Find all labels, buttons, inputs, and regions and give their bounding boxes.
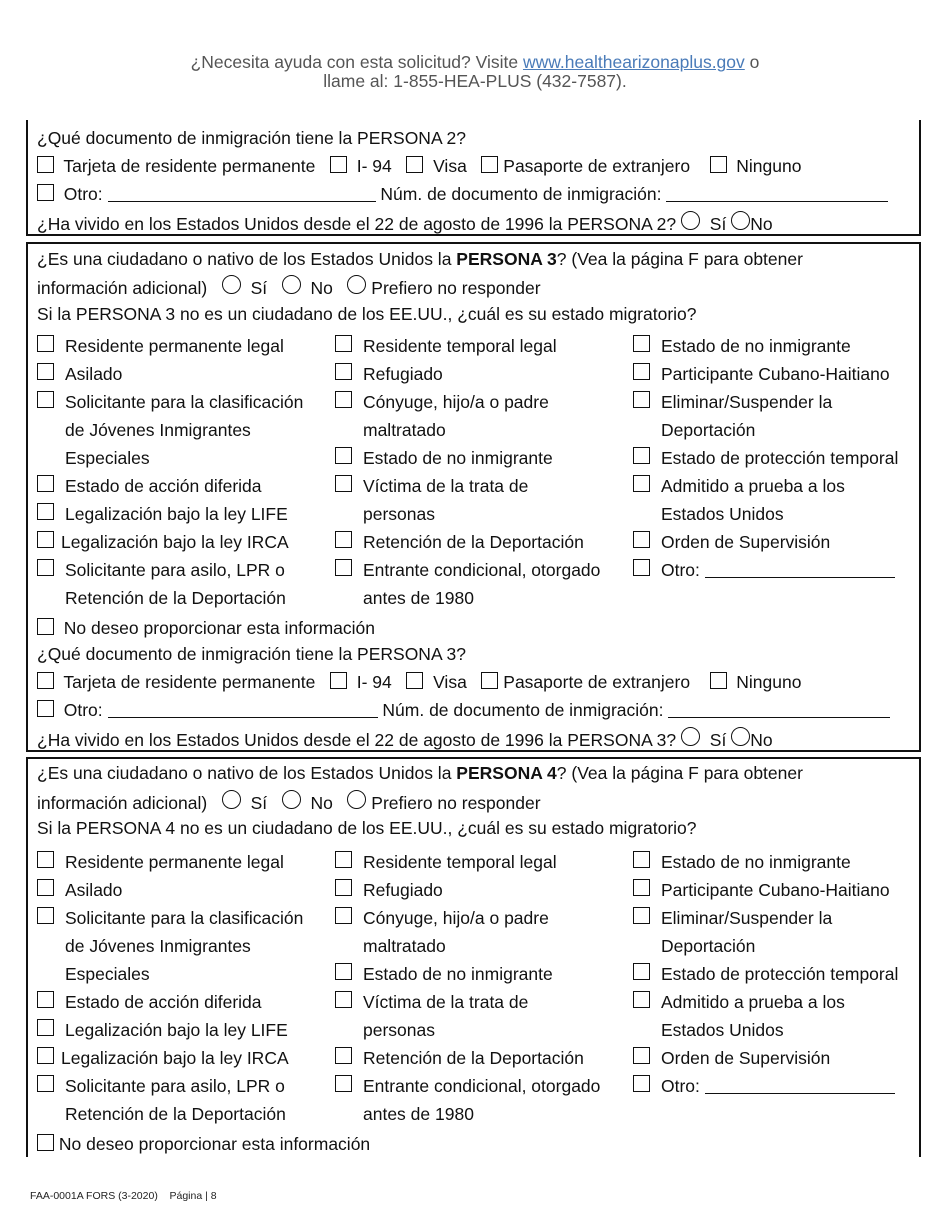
otro-field[interactable] bbox=[705, 1092, 895, 1094]
no-label: No bbox=[310, 278, 333, 298]
checkbox[interactable] bbox=[633, 907, 650, 924]
help-header bbox=[0, 53, 950, 91]
status-option bbox=[335, 904, 549, 960]
status-option bbox=[37, 904, 303, 988]
status-option bbox=[335, 528, 584, 556]
checkbox[interactable] bbox=[37, 879, 54, 896]
status-option bbox=[37, 388, 303, 472]
person4-status-question: Si la PERSONA 4 no es un ciudadano de los EE.UU., ¿cuál es su estado migratorio? bbox=[37, 818, 697, 838]
checkbox[interactable] bbox=[633, 851, 650, 868]
footer: FAA-0001A FORS (3-2020) Página | 8 bbox=[30, 1190, 217, 1202]
opt-i94: I- 94 bbox=[356, 672, 392, 692]
checkbox[interactable] bbox=[37, 475, 54, 492]
status-label: Retención de la Deportación bbox=[363, 1048, 584, 1068]
checkbox[interactable] bbox=[330, 156, 347, 173]
checkbox[interactable] bbox=[330, 672, 347, 689]
status-option bbox=[335, 360, 443, 388]
status-option bbox=[633, 876, 890, 904]
prefer-label: Prefiero no responder bbox=[371, 793, 541, 813]
status-label: Estado de acción diferida bbox=[65, 992, 262, 1012]
checkbox[interactable] bbox=[37, 1134, 54, 1151]
person-label: PERSONA 4 bbox=[456, 763, 557, 783]
citizen-q-line2: información adicional) bbox=[37, 278, 208, 298]
checkbox[interactable] bbox=[633, 1047, 650, 1064]
status-option bbox=[633, 904, 832, 960]
checkbox[interactable] bbox=[37, 559, 54, 576]
status-option bbox=[633, 332, 851, 360]
radio[interactable] bbox=[347, 790, 366, 809]
no-label: No bbox=[750, 730, 773, 750]
status-label: Cónyuge, hijo/a o padre bbox=[363, 392, 549, 412]
otro-field[interactable] bbox=[705, 576, 895, 578]
checkbox[interactable] bbox=[633, 559, 650, 576]
status-label: Legalización bajo la ley IRCA bbox=[61, 532, 289, 552]
checkbox[interactable] bbox=[335, 991, 352, 1008]
checkbox[interactable] bbox=[335, 907, 352, 924]
checkbox[interactable] bbox=[335, 851, 352, 868]
status-option bbox=[633, 444, 898, 472]
status-option bbox=[37, 556, 286, 612]
status-label: Orden de Supervisión bbox=[661, 1048, 831, 1068]
opt-i94: I- 94 bbox=[356, 156, 392, 176]
status-label: Orden de Supervisión bbox=[661, 532, 831, 552]
checkbox[interactable] bbox=[335, 879, 352, 896]
status-option bbox=[633, 360, 890, 388]
person3-doc-question: ¿Qué documento de inmigración tiene la PERSONA 3? bbox=[37, 644, 466, 664]
status-label: Eliminar/Suspender la bbox=[661, 908, 833, 928]
checkbox[interactable] bbox=[37, 1075, 54, 1092]
status-label: Residente temporal legal bbox=[363, 852, 557, 872]
yes-label: Sí bbox=[250, 793, 268, 813]
radio[interactable] bbox=[731, 727, 750, 746]
status-label: Solicitante para la clasificación bbox=[65, 908, 304, 928]
status-option bbox=[37, 1044, 289, 1072]
status-label: Deportación bbox=[661, 936, 756, 956]
status-label: Cónyuge, hijo/a o padre bbox=[363, 908, 549, 928]
status-label: Residente temporal legal bbox=[363, 336, 557, 356]
status-option bbox=[335, 332, 557, 360]
status-label: Retención de la Deportación bbox=[65, 588, 286, 608]
status-option bbox=[633, 388, 832, 444]
doc-number-label: Núm. de documento de inmigración: bbox=[382, 700, 664, 720]
status-label: Estados Unidos bbox=[661, 504, 784, 524]
status-label: Admitido a prueba a los bbox=[661, 992, 845, 1012]
opt-visa: Visa bbox=[433, 156, 467, 176]
status-label: Solicitante para la clasificación bbox=[65, 392, 304, 412]
opt-tarjeta: Tarjeta de residente permanente bbox=[63, 156, 316, 176]
status-label: Estado de no inmigrante bbox=[363, 964, 553, 984]
citizen-q-line2: información adicional) bbox=[37, 793, 208, 813]
checkbox[interactable] bbox=[335, 559, 352, 576]
radio[interactable] bbox=[282, 790, 301, 809]
help-text: ¿Necesita ayuda con esta solicitud? Visite bbox=[190, 52, 523, 72]
status-label: Otro: bbox=[661, 560, 700, 580]
checkbox[interactable] bbox=[710, 672, 727, 689]
status-option bbox=[37, 988, 262, 1016]
status-label: Otro: bbox=[661, 1076, 700, 1096]
person3-section bbox=[26, 242, 921, 752]
checkbox[interactable] bbox=[37, 335, 54, 352]
radio[interactable] bbox=[222, 790, 241, 809]
status-label: Participante Cubano-Haitiano bbox=[661, 364, 890, 384]
person3-citizen-question bbox=[37, 248, 803, 270]
status-option bbox=[335, 556, 600, 612]
status-label: Participante Cubano-Haitiano bbox=[661, 880, 890, 900]
yes-label: Sí bbox=[250, 278, 268, 298]
no-deseo-row bbox=[37, 1133, 370, 1155]
checkbox[interactable] bbox=[335, 475, 352, 492]
status-label: maltratado bbox=[363, 420, 446, 440]
checkbox[interactable] bbox=[481, 672, 498, 689]
checkbox[interactable] bbox=[335, 1075, 352, 1092]
checkbox[interactable] bbox=[481, 156, 498, 173]
no-deseo-label: No deseo proporcionar esta información bbox=[63, 618, 376, 638]
status-option bbox=[335, 1044, 584, 1072]
checkbox[interactable] bbox=[633, 531, 650, 548]
checkbox[interactable] bbox=[37, 618, 54, 635]
status-label: Eliminar/Suspender la bbox=[661, 392, 833, 412]
status-option bbox=[335, 472, 528, 528]
website-link[interactable]: www.healthearizonaplus.gov bbox=[522, 52, 745, 72]
opt-otro: Otro: bbox=[63, 184, 103, 204]
checkbox[interactable] bbox=[37, 700, 54, 717]
status-label: personas bbox=[363, 504, 435, 524]
person4-citizen-answers bbox=[37, 790, 541, 814]
status-label: Deportación bbox=[661, 420, 756, 440]
status-label: Refugiado bbox=[363, 880, 443, 900]
status-label: Estado de acción diferida bbox=[65, 476, 262, 496]
status-option bbox=[335, 388, 549, 444]
status-option bbox=[37, 528, 289, 556]
status-option bbox=[633, 848, 851, 876]
checkbox[interactable] bbox=[710, 156, 727, 173]
checkbox[interactable] bbox=[37, 503, 54, 520]
lived-question: ¿Ha vivido en los Estados Unidos desde el 22 de agosto de 1996 la PERSONA 3? bbox=[37, 730, 677, 750]
doc-number-field[interactable] bbox=[666, 200, 888, 202]
status-label: Víctima de la trata de bbox=[363, 476, 529, 496]
otro-field[interactable] bbox=[108, 200, 376, 202]
status-option bbox=[633, 472, 845, 528]
checkbox[interactable] bbox=[37, 156, 54, 173]
status-option bbox=[335, 444, 553, 472]
radio[interactable] bbox=[731, 211, 750, 230]
person3-citizen-answers bbox=[37, 275, 541, 299]
status-label: Asilado bbox=[65, 880, 123, 900]
no-label: No bbox=[750, 214, 773, 234]
checkbox[interactable] bbox=[335, 391, 352, 408]
checkbox[interactable] bbox=[633, 363, 650, 380]
checkbox[interactable] bbox=[37, 672, 54, 689]
radio[interactable] bbox=[681, 211, 700, 230]
yes-label: Sí bbox=[709, 730, 727, 750]
doc-number-field[interactable] bbox=[668, 716, 890, 718]
checkbox[interactable] bbox=[633, 991, 650, 1008]
citizen-q-pre: ¿Es una ciudadano o nativo de los Estados Unidos la bbox=[37, 763, 457, 783]
status-option bbox=[633, 1044, 830, 1072]
opt-visa: Visa bbox=[433, 672, 467, 692]
status-option bbox=[37, 1016, 288, 1044]
status-option bbox=[335, 988, 528, 1044]
citizen-q-pre: ¿Es una ciudadano o nativo de los Estados Unidos la bbox=[37, 249, 457, 269]
status-label: Legalización bajo la ley LIFE bbox=[65, 504, 288, 524]
checkbox[interactable] bbox=[633, 1075, 650, 1092]
opt-otro: Otro: bbox=[63, 700, 103, 720]
status-option bbox=[37, 332, 284, 360]
status-label: Legalización bajo la ley IRCA bbox=[61, 1048, 289, 1068]
checkbox[interactable] bbox=[37, 907, 54, 924]
status-option bbox=[37, 472, 262, 500]
status-label: antes de 1980 bbox=[363, 588, 474, 608]
checkbox[interactable] bbox=[37, 1019, 54, 1036]
checkbox[interactable] bbox=[406, 156, 423, 173]
status-label: Especiales bbox=[65, 448, 150, 468]
status-label: de Jóvenes Inmigrantes bbox=[65, 420, 251, 440]
status-option bbox=[633, 988, 845, 1044]
person2-doc-question: ¿Qué documento de inmigración tiene la PERSONA 2? bbox=[37, 128, 466, 148]
checkbox[interactable] bbox=[406, 672, 423, 689]
status-label: de Jóvenes Inmigrantes bbox=[65, 936, 251, 956]
lived-question: ¿Ha vivido en los Estados Unidos desde el 22 de agosto de 1996 la PERSONA 2? bbox=[37, 214, 677, 234]
opt-ninguno: Ninguno bbox=[736, 156, 802, 176]
checkbox[interactable] bbox=[633, 475, 650, 492]
status-label: Estado de no inmigrante bbox=[661, 852, 851, 872]
status-label: Refugiado bbox=[363, 364, 443, 384]
no-label: No bbox=[310, 793, 333, 813]
checkbox[interactable] bbox=[633, 963, 650, 980]
status-option bbox=[335, 960, 553, 988]
status-label: Retención de la Deportación bbox=[363, 532, 584, 552]
opt-tarjeta: Tarjeta de residente permanente bbox=[63, 672, 316, 692]
checkbox[interactable] bbox=[335, 363, 352, 380]
checkbox[interactable] bbox=[335, 447, 352, 464]
checkbox[interactable] bbox=[37, 363, 54, 380]
doc-number-label: Núm. de documento de inmigración: bbox=[380, 184, 662, 204]
person3-status-question: Si la PERSONA 3 no es un ciudadano de los EE.UU., ¿cuál es su estado migratorio? bbox=[37, 304, 697, 324]
status-label: antes de 1980 bbox=[363, 1104, 474, 1124]
status-option bbox=[633, 1072, 895, 1100]
checkbox[interactable] bbox=[335, 335, 352, 352]
prefer-label: Prefiero no responder bbox=[371, 278, 541, 298]
checkbox[interactable] bbox=[37, 184, 54, 201]
status-label: Estado de no inmigrante bbox=[661, 336, 851, 356]
radio[interactable] bbox=[222, 275, 241, 294]
status-option bbox=[335, 848, 557, 876]
person3-doc-row bbox=[37, 671, 801, 693]
checkbox[interactable] bbox=[37, 851, 54, 868]
person-label: PERSONA 3 bbox=[456, 249, 557, 269]
status-label: Asilado bbox=[65, 364, 123, 384]
checkbox[interactable] bbox=[37, 391, 54, 408]
status-option bbox=[37, 848, 284, 876]
status-label: Especiales bbox=[65, 964, 150, 984]
radio[interactable] bbox=[681, 727, 700, 746]
radio[interactable] bbox=[347, 275, 366, 294]
status-option bbox=[37, 876, 122, 904]
status-label: Estado de no inmigrante bbox=[363, 448, 553, 468]
status-option bbox=[335, 876, 443, 904]
person2-otro-row bbox=[37, 183, 888, 205]
status-label: Estado de protección temporal bbox=[661, 448, 899, 468]
status-option bbox=[633, 556, 895, 584]
status-label: Estados Unidos bbox=[661, 1020, 784, 1040]
status-label: Retención de la Deportación bbox=[65, 1104, 286, 1124]
status-label: Residente permanente legal bbox=[65, 336, 284, 356]
otro-field[interactable] bbox=[108, 716, 378, 718]
status-option bbox=[633, 960, 898, 988]
person4-section bbox=[26, 757, 921, 1157]
checkbox[interactable] bbox=[37, 991, 54, 1008]
status-label: Solicitante para asilo, LPR o bbox=[65, 1076, 285, 1096]
status-option bbox=[37, 360, 122, 388]
checkbox[interactable] bbox=[633, 879, 650, 896]
person3-otro-row bbox=[37, 699, 890, 721]
status-label: Solicitante para asilo, LPR o bbox=[65, 560, 285, 580]
status-label: Legalización bajo la ley LIFE bbox=[65, 1020, 288, 1040]
help-text-or: o bbox=[744, 52, 760, 72]
no-deseo-row bbox=[37, 617, 375, 639]
checkbox[interactable] bbox=[335, 1047, 352, 1064]
person2-lived-row bbox=[37, 211, 773, 235]
status-label: Entrante condicional, otorgado bbox=[363, 1076, 601, 1096]
checkbox[interactable] bbox=[633, 391, 650, 408]
checkbox[interactable] bbox=[37, 531, 54, 548]
status-option bbox=[335, 1072, 600, 1128]
checkbox[interactable] bbox=[633, 447, 650, 464]
status-label: Estado de protección temporal bbox=[661, 964, 899, 984]
person2-doc-row bbox=[37, 155, 801, 177]
status-label: Admitido a prueba a los bbox=[661, 476, 845, 496]
status-option bbox=[633, 528, 830, 556]
opt-pasaporte: Pasaporte de extranjero bbox=[503, 672, 691, 692]
checkbox[interactable] bbox=[37, 1047, 54, 1064]
status-label: Residente permanente legal bbox=[65, 852, 284, 872]
checkbox[interactable] bbox=[335, 531, 352, 548]
status-label: Víctima de la trata de bbox=[363, 992, 529, 1012]
checkbox[interactable] bbox=[335, 963, 352, 980]
status-option bbox=[37, 500, 288, 528]
citizen-q-post: ? (Vea la página F para obtener bbox=[556, 249, 803, 269]
status-label: maltratado bbox=[363, 936, 446, 956]
radio[interactable] bbox=[282, 275, 301, 294]
phone-text: llame al: 1-855-HEA-PLUS (432-7587). bbox=[323, 71, 627, 91]
no-deseo-label: No deseo proporcionar esta información bbox=[58, 1134, 371, 1154]
person3-lived-row bbox=[37, 727, 773, 751]
status-label: Entrante condicional, otorgado bbox=[363, 560, 601, 580]
yes-label: Sí bbox=[709, 214, 727, 234]
opt-ninguno: Ninguno bbox=[736, 672, 802, 692]
person2-section bbox=[26, 120, 921, 236]
status-option bbox=[37, 1072, 286, 1128]
citizen-q-post: ? (Vea la página F para obtener bbox=[556, 763, 803, 783]
status-label: personas bbox=[363, 1020, 435, 1040]
person4-citizen-question bbox=[37, 762, 803, 784]
checkbox[interactable] bbox=[633, 335, 650, 352]
opt-pasaporte: Pasaporte de extranjero bbox=[503, 156, 691, 176]
